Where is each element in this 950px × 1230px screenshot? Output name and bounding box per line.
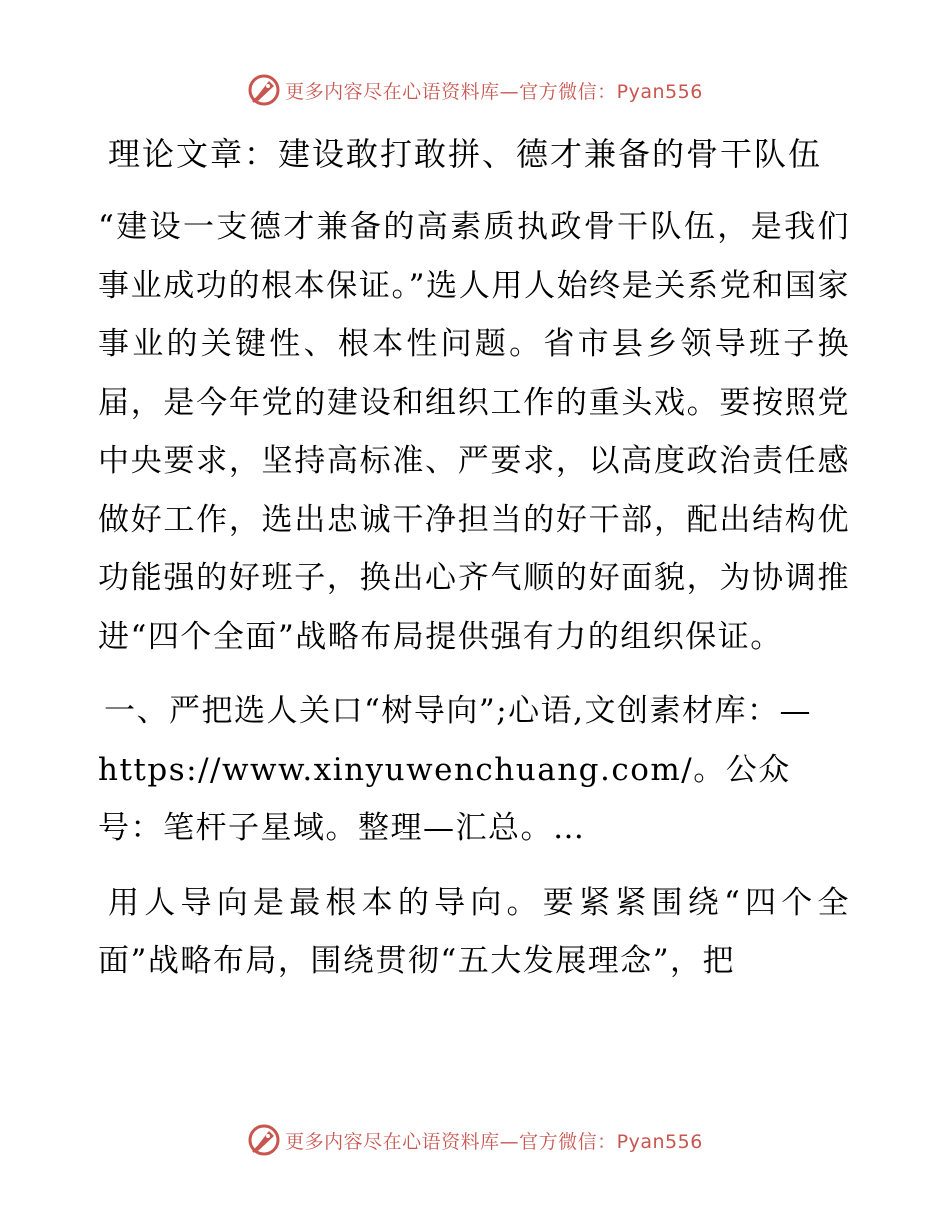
intro-paragraph: “建设一支德才兼备的高素质执政骨干队伍，是我们事业成功的根本保证。”选人用人始终是关系党和国家事业的关键性、根本性问题。省市县乡领导班子换届，是今年党的建设和组织工作的重头戏。要按照党中央要求，坚持高标准、严要求，以高度政治责任感做好工作，选出忠诚干净担当的好干部，配出结构优功能强的好班子，换出心齐气顺的好面貌，为协调推进“四个全面”战略布局提供强有力的组织保证。 <box>98 209 850 655</box>
header-banner-text: 更多内容尽在心语资料库—官方微信：Pyan556 <box>285 80 703 103</box>
pen-nib-circle-logo-icon <box>247 73 281 107</box>
footer-banner <box>0 1120 950 1160</box>
document-title: 理论文章：建设敢打敢拼、德才兼备的骨干队伍 <box>108 135 823 173</box>
section-heading-1: 一、严把选人关口“树导向”;心语,文创素材库：—https://www.xinyuwenchuang.com/。公众号：笔杆子星域。整理—汇总。… <box>98 693 812 846</box>
header-banner <box>0 70 950 110</box>
section-1-paragraph: 用人导向是最根本的导向。要紧紧围绕“四个全面”战略布局，围绕贯彻“五大发展理念”，把 <box>98 884 850 979</box>
pen-nib-circle-logo-icon <box>247 1123 281 1157</box>
document-body <box>98 120 850 991</box>
footer-banner-text: 更多内容尽在心语资料库—官方微信：Pyan556 <box>285 1130 703 1153</box>
